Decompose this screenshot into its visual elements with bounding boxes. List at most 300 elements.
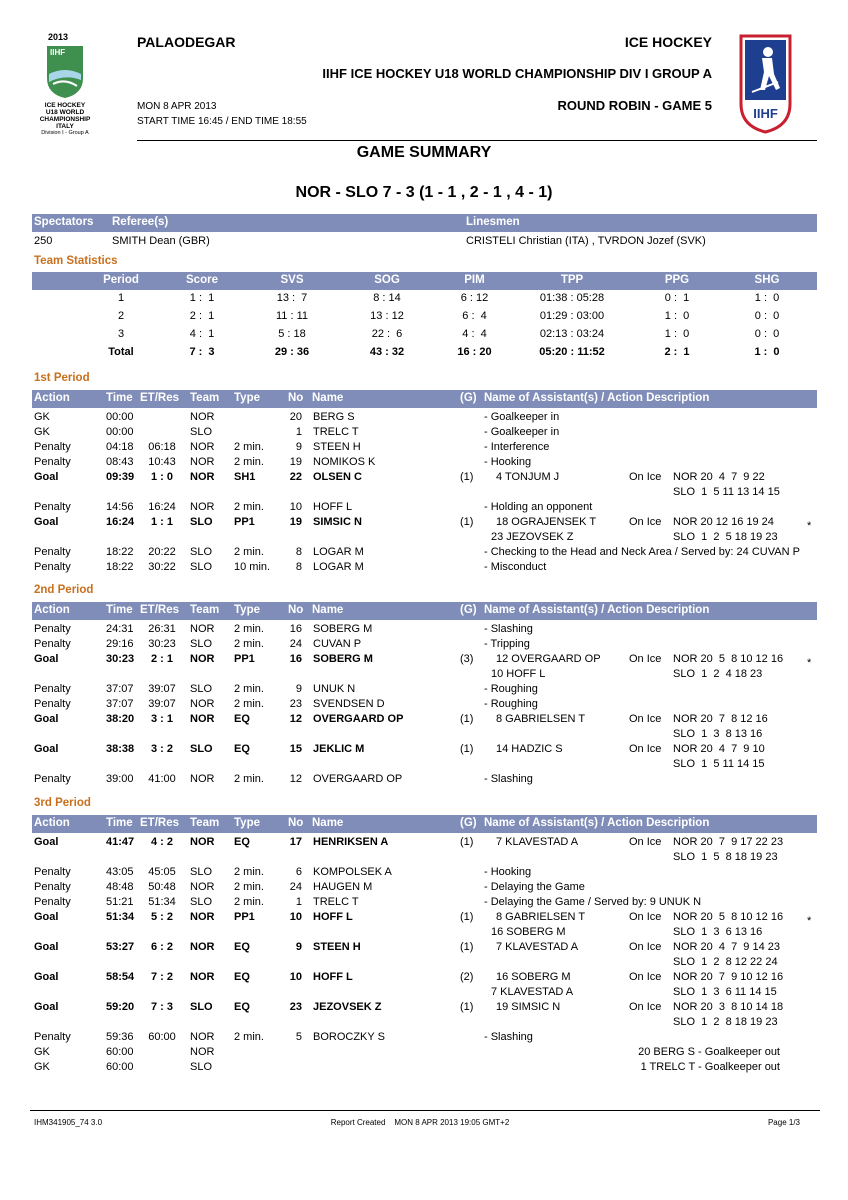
- event-team: SLO: [190, 896, 213, 908]
- stats-col-header: PIM: [464, 274, 485, 286]
- goal-row-2: [32, 986, 817, 1001]
- goal-row-2: [32, 531, 817, 546]
- on-ice-slo: SLO 1 2 5 18 19 23: [673, 531, 778, 543]
- logo-line-4: ITALY: [56, 123, 74, 130]
- on-ice-label: On Ice: [629, 653, 662, 665]
- goal-row: [32, 836, 817, 851]
- event-number: 24: [289, 638, 302, 650]
- assist-1: 19 SIMSIC N: [496, 1001, 561, 1013]
- goal-row-2: [32, 486, 817, 501]
- event-time: 43:05: [106, 866, 134, 878]
- goalkeeper-out: 20 BERG S - Goalkeeper out: [638, 1046, 780, 1058]
- event-action: Penalty: [34, 698, 71, 710]
- event-team: NOR: [190, 911, 215, 923]
- period-label: 3rd Period: [34, 797, 91, 809]
- header-g: (G): [460, 817, 477, 829]
- header-assist: Name of Assistant(s) / Action Description: [484, 392, 710, 404]
- stats-cell: 13 : 7: [276, 292, 308, 304]
- header-time: Time: [106, 392, 133, 404]
- stats-col-header: Period: [103, 274, 139, 286]
- event-action: Goal: [34, 836, 59, 848]
- event-etres: 20:22: [148, 546, 176, 558]
- game-date: MON 8 APR 2013: [137, 101, 217, 112]
- penalty-row: [32, 441, 817, 456]
- on-ice-nor: NOR 20 7 9 17 22 23: [673, 836, 784, 848]
- event-description: - Misconduct: [484, 561, 547, 573]
- event-description: - Tripping: [484, 638, 530, 650]
- event-player: UNUK N: [313, 683, 356, 695]
- event-time: 16:24: [106, 516, 135, 528]
- event-time: 14:56: [106, 501, 134, 513]
- event-team: NOR: [190, 941, 215, 953]
- event-action: GK: [34, 1061, 50, 1073]
- event-player: TRELC T: [313, 426, 359, 438]
- header-team: Team: [190, 817, 220, 829]
- on-ice-slo: SLO 1 2 8 18 19 23: [673, 1016, 778, 1028]
- logo-line-3: CHAMPIONSHIP: [39, 116, 91, 123]
- event-player: BOROCZKY S: [313, 1031, 385, 1043]
- event-number: 10: [289, 501, 302, 513]
- stats-col-header: SHG: [754, 274, 780, 286]
- event-type: 2 min.: [234, 866, 264, 878]
- event-player: HENRIKSEN A: [313, 836, 389, 848]
- event-etres: 10:43: [148, 456, 176, 468]
- event-type: 2 min.: [234, 441, 264, 453]
- round-info: ROUND ROBIN - GAME 5: [557, 98, 712, 113]
- on-ice-label: On Ice: [629, 471, 662, 483]
- team-stats-label: Team Statistics: [34, 255, 118, 267]
- on-ice-nor: NOR 20 7 9 10 12 16: [673, 971, 784, 983]
- event-action: Goal: [34, 471, 59, 483]
- on-ice-slo: SLO 1 3 6 13 16: [673, 926, 763, 938]
- logo-line-5: Division I - Group A: [41, 130, 89, 136]
- on-ice-label: On Ice: [629, 836, 662, 848]
- event-description: - Goalkeeper in: [484, 411, 560, 423]
- event-number: 24: [289, 881, 302, 893]
- event-number: 22: [289, 471, 302, 483]
- header-name: Name: [312, 817, 344, 829]
- assist-1: 8 GABRIELSEN T: [496, 713, 586, 725]
- event-time: 60:00: [106, 1061, 134, 1073]
- on-ice-label: On Ice: [629, 1001, 662, 1013]
- event-number: 16: [289, 653, 302, 665]
- event-logo: [30, 30, 100, 138]
- event-action: Penalty: [34, 881, 71, 893]
- stats-cell: 1 : 0: [754, 292, 780, 304]
- goal-row-2: [32, 758, 817, 773]
- stats-col-header: TPP: [560, 274, 584, 286]
- header-rule: [137, 140, 817, 141]
- event-type: EQ: [234, 836, 250, 848]
- event-team: NOR: [190, 836, 215, 848]
- header-no: No: [288, 817, 304, 829]
- event-type: PP1: [234, 516, 255, 528]
- event-team: SLO: [190, 1061, 213, 1073]
- event-type: 2 min.: [234, 896, 264, 908]
- penalty-row: [32, 561, 817, 576]
- event-number: 10: [289, 971, 302, 983]
- assist-1: 18 OGRAJENSEK T: [496, 516, 597, 528]
- event-etres: 51:34: [148, 896, 176, 908]
- event-time: 51:34: [106, 911, 135, 923]
- assist-1: 7 KLAVESTAD A: [496, 836, 579, 848]
- on-ice-slo: SLO 1 5 11 14 15: [673, 758, 765, 770]
- event-description: - Interference: [484, 441, 550, 453]
- event-type: EQ: [234, 1001, 250, 1013]
- event-etres: 7 : 3: [150, 1001, 173, 1013]
- stats-col-header: Score: [186, 274, 218, 286]
- gk-row: [32, 1061, 817, 1076]
- event-etres: 39:07: [148, 698, 176, 710]
- goal-row-2: [32, 728, 817, 743]
- event-etres: 2 : 1: [150, 653, 173, 665]
- goal-row-2: [32, 1016, 817, 1031]
- event-player: LOGAR M: [313, 561, 364, 573]
- event-time: 09:39: [106, 471, 135, 483]
- gk-row: [32, 1046, 817, 1061]
- stats-cell: 0 : 0: [754, 310, 780, 322]
- event-goal-count: (2): [460, 971, 474, 983]
- event-action: Goal: [34, 1001, 59, 1013]
- on-ice-label: On Ice: [629, 911, 662, 923]
- event-description: - Holding an opponent: [484, 501, 593, 513]
- on-ice-nor: NOR 20 3 8 10 14 18: [673, 1001, 784, 1013]
- goal-row: [32, 516, 817, 531]
- event-time: 51:21: [106, 896, 134, 908]
- event-time: 37:07: [106, 683, 134, 695]
- event-action: Goal: [34, 941, 59, 953]
- goal-row: [32, 1001, 817, 1016]
- goal-row: [32, 713, 817, 728]
- event-goal-count: (1): [460, 471, 474, 483]
- on-ice-nor: NOR 20 4 7 9 22: [673, 471, 765, 483]
- event-action: Penalty: [34, 773, 71, 785]
- event-name: IIHF ICE HOCKEY U18 WORLD CHAMPIONSHIP DIV I GROUP A: [322, 66, 712, 81]
- stats-row: [32, 310, 817, 325]
- stats-cell: 0 : 0: [754, 328, 780, 340]
- goal-row-2: [32, 668, 817, 683]
- penalty-row: [32, 773, 817, 788]
- event-etres: 30:23: [148, 638, 176, 650]
- on-ice-nor: NOR 20 4 7 9 10: [673, 743, 765, 755]
- stats-cell: 0 : 1: [664, 292, 690, 304]
- event-player: OVERGAARD OP: [313, 773, 403, 785]
- event-number: 17: [289, 836, 302, 848]
- assist-1: 12 OVERGAARD OP: [496, 653, 601, 665]
- pp-star: *: [807, 915, 812, 927]
- goal-row-2: [32, 851, 817, 866]
- event-type: 2 min.: [234, 881, 264, 893]
- header-etres: ET/Res: [140, 817, 179, 829]
- event-team: NOR: [190, 501, 215, 513]
- header-no: No: [288, 604, 304, 616]
- event-team: NOR: [190, 713, 215, 725]
- footer-report-id: IHM341905_74 3.0: [34, 1118, 103, 1127]
- event-player: HAUGEN M: [313, 881, 373, 893]
- stats-cell: 3: [117, 328, 125, 340]
- assist-2: 16 SOBERG M: [491, 926, 566, 938]
- event-time: 37:07: [106, 698, 134, 710]
- event-time: 18:22: [106, 561, 134, 573]
- event-number: 23: [289, 698, 302, 710]
- header-team: Team: [190, 392, 220, 404]
- event-team: SLO: [190, 1001, 213, 1013]
- event-goal-count: (1): [460, 911, 474, 923]
- event-description: - Delaying the Game: [484, 881, 585, 893]
- goal-row: [32, 471, 817, 486]
- event-player: TRELC T: [313, 896, 359, 908]
- event-action: GK: [34, 426, 50, 438]
- event-etres: 50:48: [148, 881, 176, 893]
- event-number: 12: [289, 713, 302, 725]
- pp-star: *: [807, 520, 812, 532]
- header-etres: ET/Res: [140, 604, 179, 616]
- assist-1: 16 SOBERG M: [496, 971, 571, 983]
- event-number: 8: [295, 561, 302, 573]
- event-number: 20: [289, 411, 302, 423]
- event-description: - Delaying the Game / Served by: 9 UNUK N: [484, 896, 702, 908]
- penalty-row: [32, 698, 817, 713]
- event-type: 2 min.: [234, 501, 264, 513]
- stats-cell: 43 : 32: [369, 346, 405, 358]
- on-ice-slo: SLO 1 2 4 18 23: [673, 668, 763, 680]
- penalty-row: [32, 881, 817, 896]
- stats-cell: 05:20 : 11:52: [539, 346, 605, 358]
- event-etres: 1 : 0: [150, 471, 173, 483]
- stats-cell: 01:38 : 05:28: [539, 292, 605, 304]
- logo-brand: IIHF: [50, 48, 66, 57]
- event-header-row: [32, 390, 817, 408]
- event-action: GK: [34, 411, 50, 423]
- stats-cell: 4 : 1: [189, 328, 215, 340]
- on-ice-slo: SLO 1 3 8 13 16: [673, 728, 763, 740]
- event-team: SLO: [190, 743, 213, 755]
- penalty-row: [32, 896, 817, 911]
- event-team: SLO: [190, 561, 213, 573]
- event-type: 10 min.: [234, 561, 271, 573]
- event-number: 9: [295, 683, 302, 695]
- linesmen-value: CRISTELI Christian (ITA) , TVRDON Jozef (SVK): [466, 235, 706, 247]
- event-team: NOR: [190, 623, 215, 635]
- header-type: Type: [234, 604, 260, 616]
- event-team: SLO: [190, 638, 213, 650]
- event-goal-count: (1): [460, 941, 474, 953]
- event-team: NOR: [190, 773, 215, 785]
- event-etres: 3 : 2: [150, 743, 173, 755]
- event-action: Penalty: [34, 1031, 71, 1043]
- event-time: 04:18: [106, 441, 134, 453]
- logo-line-1: ICE HOCKEY: [44, 102, 86, 109]
- header-action: Action: [34, 817, 70, 829]
- on-ice-slo: SLO 1 5 11 13 14 15: [673, 486, 780, 498]
- stats-cell: 29 : 36: [274, 346, 310, 358]
- period-label: 2nd Period: [34, 584, 94, 596]
- penalty-row: [32, 683, 817, 698]
- header-assist: Name of Assistant(s) / Action Description: [484, 604, 710, 616]
- page-title: GAME SUMMARY: [356, 144, 492, 161]
- header-team: Team: [190, 604, 220, 616]
- event-player: SVENDSEN D: [313, 698, 385, 710]
- event-team: SLO: [190, 683, 213, 695]
- event-player: HOFF L: [313, 501, 353, 513]
- header-time: Time: [106, 817, 133, 829]
- event-action: Goal: [34, 516, 59, 528]
- event-etres: 5 : 2: [150, 911, 173, 923]
- spectators-header: Spectators: [34, 216, 94, 228]
- event-player: SOBERG M: [313, 653, 373, 665]
- event-time: 24:31: [106, 623, 134, 635]
- event-team: NOR: [190, 471, 215, 483]
- event-team: NOR: [190, 1046, 215, 1058]
- event-action: Penalty: [34, 501, 71, 513]
- event-team: NOR: [190, 653, 215, 665]
- header-time: Time: [106, 604, 133, 616]
- event-type: SH1: [234, 471, 256, 483]
- event-team: SLO: [190, 546, 213, 558]
- referees-header: Referee(s): [112, 216, 169, 228]
- officials-header: [32, 214, 817, 232]
- event-type: 2 min.: [234, 456, 264, 468]
- header-name: Name: [312, 604, 344, 616]
- event-action: Penalty: [34, 441, 71, 453]
- event-action: Penalty: [34, 683, 71, 695]
- event-player: OVERGAARD OP: [313, 713, 404, 725]
- penalty-row: [32, 501, 817, 516]
- event-goal-count: (3): [460, 653, 474, 665]
- event-action: Penalty: [34, 866, 71, 878]
- header-type: Type: [234, 817, 260, 829]
- stats-cell: 6 : 4: [462, 310, 487, 322]
- goalkeeper-out: 1 TRELC T - Goalkeeper out: [640, 1061, 780, 1073]
- event-number: 16: [289, 623, 302, 635]
- header-action: Action: [34, 604, 70, 616]
- event-type: 2 min.: [234, 683, 264, 695]
- stats-col-header: PPG: [664, 274, 690, 286]
- gk-row: [32, 411, 817, 426]
- stats-cell: 01:29 : 03:00: [539, 310, 605, 322]
- logo-year: 2013: [48, 32, 69, 42]
- event-header-row: [32, 602, 817, 620]
- stats-cell: 4 : 4: [462, 328, 487, 340]
- event-number: 5: [295, 1031, 302, 1043]
- event-player: STEEN H: [313, 941, 361, 953]
- footer-report-created: Report Created MON 8 APR 2013 19:05 GMT+2: [330, 1118, 510, 1127]
- event-action: Goal: [34, 971, 59, 983]
- stats-cell: 22 : 6: [371, 328, 403, 340]
- event-number: 12: [289, 773, 302, 785]
- penalty-row: [32, 546, 817, 561]
- event-player: HOFF L: [313, 911, 353, 923]
- stats-col-header: SVS: [280, 274, 304, 286]
- penalty-row: [32, 866, 817, 881]
- goal-row-2: [32, 956, 817, 971]
- logo-text: [30, 102, 100, 137]
- on-ice-nor: NOR 20 7 8 12 16: [673, 713, 768, 725]
- event-number: 19: [289, 516, 302, 528]
- stats-cell: 2: [117, 310, 125, 322]
- event-time: 48:48: [106, 881, 134, 893]
- event-etres: 4 : 2: [150, 836, 173, 848]
- event-etres: 60:00: [148, 1031, 176, 1043]
- event-number: 1: [295, 896, 302, 908]
- event-player: NOMIKOS K: [313, 456, 376, 468]
- event-description: - Goalkeeper in: [484, 426, 560, 438]
- penalty-row: [32, 456, 817, 471]
- header-assist: Name of Assistant(s) / Action Description: [484, 817, 710, 829]
- event-type: 2 min.: [234, 698, 264, 710]
- event-player: SOBERG M: [313, 623, 373, 635]
- on-ice-label: On Ice: [629, 971, 662, 983]
- on-ice-label: On Ice: [629, 941, 662, 953]
- event-etres: 06:18: [148, 441, 176, 453]
- event-description: - Slashing: [484, 623, 533, 635]
- stats-cell: 6 : 12: [460, 292, 489, 304]
- event-team: NOR: [190, 456, 215, 468]
- event-goal-count: (1): [460, 836, 474, 848]
- event-number: 10: [289, 911, 302, 923]
- event-player: OLSEN C: [313, 471, 362, 483]
- officials-row: [32, 235, 817, 250]
- stats-cell: 11 : 11: [275, 310, 308, 322]
- event-team: NOR: [190, 441, 215, 453]
- event-action: Penalty: [34, 561, 71, 573]
- event-etres: 3 : 1: [150, 713, 173, 725]
- penalty-row: [32, 623, 817, 638]
- on-ice-slo: SLO 1 2 8 12 22 24: [673, 956, 778, 968]
- stats-cell: 1 : 0: [664, 328, 690, 340]
- stats-col-header: SOG: [374, 274, 400, 286]
- event-number: 9: [295, 941, 302, 953]
- event-player: BERG S: [313, 411, 355, 423]
- event-etres: 16:24: [148, 501, 176, 513]
- stats-cell: 1 : 1: [189, 292, 215, 304]
- event-type: PP1: [234, 653, 255, 665]
- event-description: - Checking to the Head and Neck Area / Served by: 24 CUVAN P: [484, 546, 800, 558]
- event-number: 23: [289, 1001, 302, 1013]
- event-time: 39:00: [106, 773, 134, 785]
- logo-line-2: U18 WORLD: [45, 109, 85, 116]
- sport: ICE HOCKEY: [624, 34, 712, 50]
- spectators-value: 250: [34, 235, 53, 247]
- event-action: GK: [34, 1046, 50, 1058]
- goal-row: [32, 971, 817, 986]
- footer-page-number: Page 1/3: [767, 1118, 800, 1127]
- event-goal-count: (1): [460, 1001, 474, 1013]
- event-description: - Roughing: [484, 698, 538, 710]
- event-action: Goal: [34, 653, 59, 665]
- stats-cell: Total: [108, 346, 134, 358]
- assist-1: 8 GABRIELSEN T: [496, 911, 586, 923]
- event-time: 41:47: [106, 836, 135, 848]
- event-action: Penalty: [34, 546, 71, 558]
- event-time: 29:16: [106, 638, 134, 650]
- header-action: Action: [34, 392, 70, 404]
- on-ice-slo: SLO 1 5 8 18 19 23: [673, 851, 778, 863]
- stats-total-row: [32, 346, 817, 361]
- event-etres: 1 : 1: [150, 516, 173, 528]
- goal-row: [32, 653, 817, 668]
- stats-cell: 5 : 18: [278, 328, 306, 340]
- on-ice-label: On Ice: [629, 516, 662, 528]
- on-ice-nor: NOR 20 4 7 9 14 23: [673, 941, 781, 953]
- event-type: EQ: [234, 743, 250, 755]
- event-type: 2 min.: [234, 623, 264, 635]
- gk-row: [32, 426, 817, 441]
- score-line: NOR - SLO 7 - 3 (1 - 1 , 2 - 1 , 4 - 1): [295, 184, 553, 201]
- event-player: SIMSIC N: [313, 516, 362, 528]
- linesmen-header: Linesmen: [466, 216, 520, 228]
- on-ice-nor: NOR 20 12 16 19 24: [673, 516, 774, 528]
